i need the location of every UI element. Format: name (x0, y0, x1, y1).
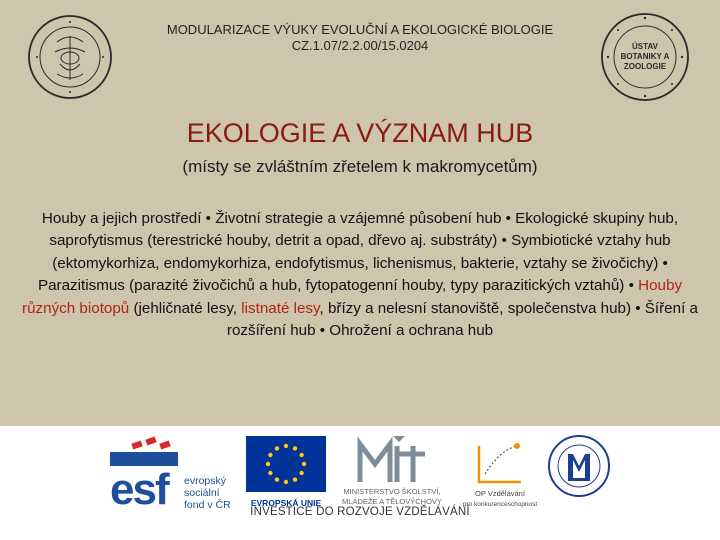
msmt-logo-icon (335, 432, 450, 514)
esf-line-1: evropský (184, 475, 227, 487)
topics-paragraph (18, 208, 702, 342)
eu-star-icon (284, 444, 288, 448)
topic-highlight-deciduous: listnaté lesy (241, 299, 320, 317)
eu-star-icon (293, 477, 297, 481)
topics-text-1: Houby a jejich prostředí • Životní strategie a vzájemné působení hub • Ekologické skupiny hub, saprofytismus (terestrické houby, detrit a opad, dřevo aj. substráty) • Symbiotické vztahy hub (ektomykorhiza, endomykorhiza, endofytismus, lichenismus, bakterie, vztahy se živočichy) • Parazitismus (parazité živočichů a hub, fytopatogenní houby, typy parazitických vztahů) • (37, 210, 679, 295)
eu-star-icon (293, 446, 297, 450)
project-code: CZ.1.07/2.2.00/15.0204 (291, 38, 429, 53)
sponsor-footer (0, 426, 720, 540)
op-line-1: OP Vzdělávání (475, 489, 525, 498)
op-line-2: pro konkurenceschopnost (462, 501, 538, 508)
eu-star-icon (284, 480, 288, 484)
eu-star-icon (299, 471, 303, 475)
seal-line-2: BOTANIKY A (620, 52, 670, 61)
eu-star-icon (268, 453, 272, 457)
esf-line-2: sociální (184, 487, 220, 499)
eu-star-icon (266, 462, 270, 466)
slide-subtitle: (místy se zvláštním zřetelem k makromycetům) (182, 157, 538, 176)
topics-text-3: , břízy a nelesní stanoviště, společenstva hub) • Šíření a rozšíření hub • Ohrožení a ochrana hub (226, 299, 698, 340)
op-vzdelavani-logo-icon (455, 434, 545, 516)
investment-slogan: INVESTICE DO ROZVOJE VZDĚLÁVÁNÍ (250, 506, 470, 518)
topics-text-2: (jehličnaté lesy, (129, 299, 242, 317)
msmt-line-1: MINISTERSTVO ŠKOLSTVÍ, (343, 487, 441, 496)
esf-big-label: esf (110, 465, 168, 514)
topic-highlight-biotopes: Houby různých biotopů (22, 277, 683, 317)
seal-line-1: ÚSTAV (632, 42, 658, 51)
eu-star-icon (275, 477, 279, 481)
masaryk-university-logo-icon (546, 430, 612, 518)
eu-label: EVROPSKÁ UNIE (250, 498, 322, 508)
header (0, 0, 720, 105)
esf-line-3: fond v ČR (184, 499, 231, 511)
right-institute-seal-icon (600, 12, 690, 102)
eu-star-icon (275, 446, 279, 450)
eu-star-icon (268, 471, 272, 475)
eu-star-icon (302, 462, 306, 466)
project-title: MODULARIZACE VÝUKY EVOLUČNÍ A EKOLOGICKÉ BIOLOGIE (166, 22, 554, 37)
slide-title: EKOLOGIE A VÝZNAM HUB (186, 118, 534, 148)
seal-line-3: ZOOLOGIE (623, 62, 667, 71)
msmt-line-2: MLÁDEŽE A TĚLOVÝCHOVY (342, 497, 442, 506)
eu-star-icon (299, 453, 303, 457)
